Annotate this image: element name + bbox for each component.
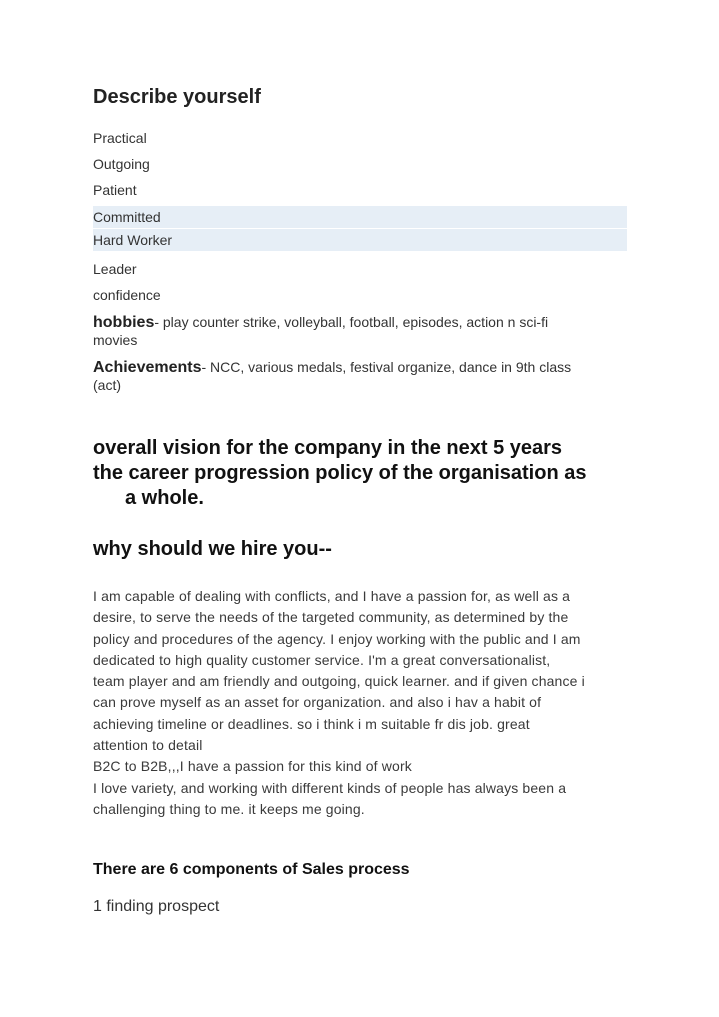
hire-line: desire, to serve the needs of the targeted community, as determined by the	[93, 609, 569, 626]
hire-line: can prove myself as an asset for organization. and also i hav a habit of	[93, 694, 542, 711]
hire-line: dedicated to high quality customer service. I'm a great conversationalist,	[93, 651, 551, 668]
hire-line: I love variety, and working with different kinds of people has always been a	[93, 779, 567, 796]
hobbies-line	[93, 313, 627, 332]
trait-outgoing: Outgoing	[93, 156, 150, 172]
trait-confidence: confidence	[93, 287, 161, 303]
describe-heading: Describe yourself	[93, 86, 261, 108]
vision-line-1: overall vision for the company in the next 5 years	[93, 437, 563, 459]
hobbies-continuation: movies	[93, 332, 138, 348]
trait-committed: Committed	[93, 206, 627, 228]
hire-line: achieving timeline or deadlines. so i think i m suitable fr dis job. great	[93, 715, 530, 732]
hire-paragraph	[93, 586, 629, 820]
hire-heading: why should we hire you--	[93, 538, 332, 560]
sales-heading: There are 6 components of Sales process	[93, 861, 410, 878]
trait-practical: Practical	[93, 130, 147, 146]
hobbies-text: - play counter strike, volleyball, football, episodes, action n sci-fi	[154, 314, 549, 330]
vision-line-3: a whole.	[125, 487, 204, 509]
trait-hard-worker: Hard Worker	[93, 229, 627, 251]
trait-leader: Leader	[93, 261, 137, 277]
hire-line: B2C to B2B,,,I have a passion for this kind of work	[93, 758, 412, 775]
trait-patient: Patient	[93, 182, 137, 198]
achievements-label: Achievements	[93, 359, 202, 376]
achievements-continuation: (act)	[93, 377, 121, 393]
hire-line: challenging thing to me. it keeps me going.	[93, 800, 365, 817]
sales-item-1: 1 finding prospect	[93, 898, 220, 915]
achievements-text: - NCC, various medals, festival organize, dance in 9th class	[201, 359, 572, 375]
hire-line: attention to detail	[93, 737, 203, 754]
hire-line: policy and procedures of the agency. I enjoy working with the public and I am	[93, 630, 581, 647]
hobbies-label: hobbies	[93, 314, 155, 331]
hire-line: I am capable of dealing with conflicts, and I have a passion for, as well as a	[93, 588, 571, 604]
achievements-line	[93, 358, 627, 377]
vision-line-2: the career progression policy of the organisation as	[93, 462, 587, 484]
hire-line: team player and am friendly and outgoing, quick learner. and if given chance i	[93, 673, 585, 690]
